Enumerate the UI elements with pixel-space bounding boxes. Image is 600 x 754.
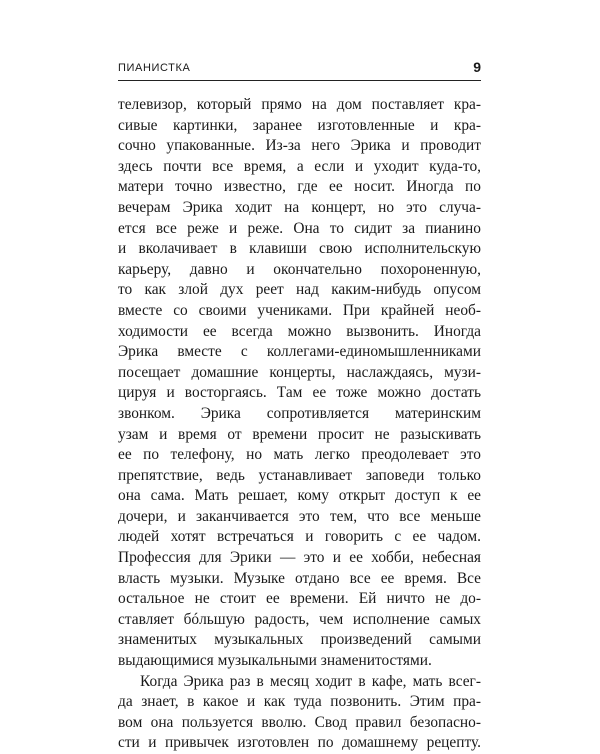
text-line: сочно упакованные. Из-за него Эрика и проводит <box>118 137 481 155</box>
text-line: препятствие, ведь устанавливает заповеди только <box>118 466 481 484</box>
text-line: вместе со своими учениками. При крайней необ- <box>118 301 481 319</box>
text-line: Когда Эрика раз в месяц ходит в кафе, мать всег- <box>140 672 481 690</box>
text-line: остальное не стоит ее времени. Ей ничто не до- <box>118 590 481 608</box>
text-line: выдающимися музыкальными знаменитостями. <box>118 652 432 670</box>
text-line: ставляет бóльшую радость, чем исполнение самых <box>118 610 481 628</box>
page-number: 9 <box>473 59 481 75</box>
text-line: телевизор, который прямо на дом поставляет кра- <box>118 96 481 113</box>
text-line: узам и время от времени просит не разыскивать <box>118 425 481 443</box>
text-line: да знает, в какое и как туда позвонить. Этим пра- <box>118 693 481 711</box>
text-line: людей хотят встречаться и говорить с ее чадом. <box>118 528 481 546</box>
paragraph <box>118 672 481 754</box>
running-header <box>118 59 481 81</box>
text-line: ется все реже и реже. Она то сидит за пианино <box>118 219 481 237</box>
text-line: карьеру, давно и окончательно похороненную, <box>118 260 481 278</box>
paragraph <box>118 95 481 672</box>
text-line: матери точно известно, где ее носит. Иногда по <box>118 178 481 196</box>
text-line: Профессия для Эрики — это и ее хобби, небесная <box>118 549 481 567</box>
text-line: цируя и восторгаясь. Там ее тоже можно достать <box>118 384 481 402</box>
text-line: и вколачивает в клавиши свою исполнительскую <box>118 240 481 258</box>
text-line: то как злой дух реет над каким-нибудь опусом <box>118 281 481 299</box>
text-line: вом она пользуется вволю. Свод правил безопасно- <box>118 713 481 731</box>
text-line: дочери, и заканчивается это тем, что все меньше <box>118 507 481 525</box>
text-line: она сама. Мать решает, кому открыт доступ к ее <box>118 487 481 505</box>
text-line: ее по телефону, но мать легко преодолевает это <box>118 446 481 464</box>
text-line: ходимости ее всегда можно вызвонить. Иногда <box>118 322 481 340</box>
text-line: сти и привычек изготовлен по домашнему рецепту. <box>118 734 481 752</box>
running-title: ПИАНИСТКА <box>118 62 191 74</box>
body-text <box>118 95 481 754</box>
text-line: звонком. Эрика сопротивляется материнским <box>118 404 481 422</box>
text-line: здесь почти все время, а если и уходит куда-то, <box>118 157 481 175</box>
text-line: знаменитых музыкальных произведений самыми <box>118 631 481 649</box>
text-line: власть музыки. Музыке отдано все ее время. Все <box>118 569 481 587</box>
text-line: сивые картинки, заранее изготовленные и кра- <box>118 116 481 134</box>
text-line: Эрика вместе с коллегами-единомышленниками <box>118 343 481 361</box>
text-line: вечерам Эрика ходит на концерт, но это случа- <box>118 198 481 216</box>
text-line: посещает домашние концерты, наслаждаясь, музи- <box>118 363 481 381</box>
